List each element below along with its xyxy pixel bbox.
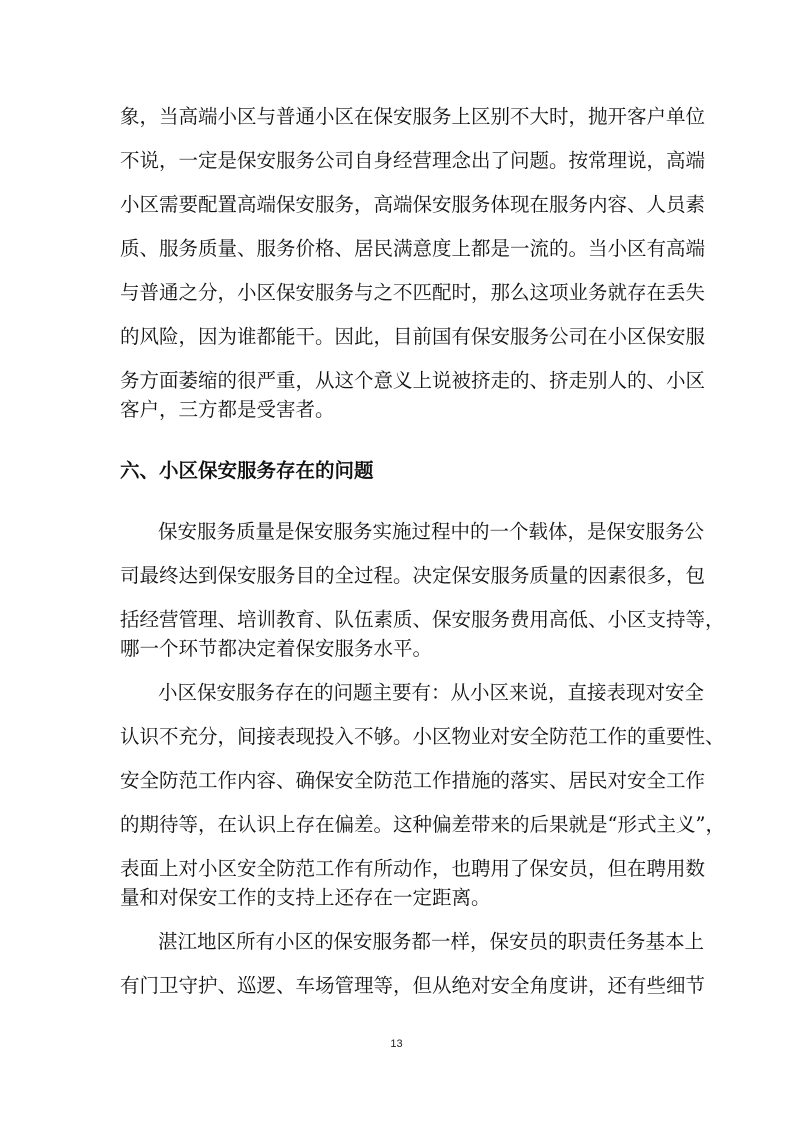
text-line: 括经营管理、培训教育、队伍素质、保安服务费用高低、小区支持等， bbox=[120, 608, 725, 631]
text-line: 量和对保安工作的支持上还存在一定距离。 bbox=[120, 886, 491, 909]
text-line: 与普通之分，小区保安服务与之不匹配时，那么这项业务就存在丢失 bbox=[120, 281, 706, 304]
text-line: 质、服务质量、服务价格、居民满意度上都是一流的。当小区有高端 bbox=[120, 237, 706, 260]
text-line: 哪一个环节都决定着保安服务水平。 bbox=[120, 637, 433, 660]
text-line: 保安服务质量是保安服务实施过程中的一个载体，是保安服务公 bbox=[158, 520, 705, 543]
page-number: 13 bbox=[390, 1038, 403, 1050]
text-line: 象，当高端小区与普通小区在保安服务上区别不大时，抛开客户单位 bbox=[120, 105, 706, 128]
text-line: 小区需要配置高端保安服务，高端保安服务体现在服务内容、人员素 bbox=[120, 193, 706, 216]
text-line: 的风险，因为谁都能干。因此，目前国有保安服务公司在小区保安服 bbox=[120, 325, 706, 348]
text-line: 认识不充分，间接表现投入不够。小区物业对安全防范工作的重要性、 bbox=[120, 725, 725, 748]
text-line: 司最终达到保安服务目的全过程。决定保安服务质量的因素很多，包 bbox=[120, 564, 706, 587]
text-line: 有门卫守护、巡逻、车场管理等，但从绝对安全角度讲，还有些细节 bbox=[120, 974, 706, 997]
text-line: 客户，三方都是受害者。 bbox=[120, 398, 335, 421]
text-line: 不说，一定是保安服务公司自身经营理念出了问题。按常理说，高端 bbox=[120, 149, 706, 172]
text-line: 湛江地区所有小区的保安服务都一样，保安员的职责任务基本上 bbox=[158, 930, 705, 953]
section-heading: 六、小区保安服务存在的问题 bbox=[120, 459, 374, 482]
text-line: 表面上对小区安全防范工作有所动作，也聘用了保安员，但在聘用数 bbox=[120, 857, 706, 880]
text-line: 的期待等，在认识上存在偏差。这种偏差带来的后果就是“形式主义”， bbox=[120, 813, 725, 836]
text-line: 安全防范工作内容、确保安全防范工作措施的落实、居民对安全工作 bbox=[120, 769, 706, 792]
text-line: 务方面萎缩的很严重，从这个意义上说被挤走的、挤走别人的、小区 bbox=[120, 369, 706, 392]
text-line: 小区保安服务存在的问题主要有：从小区来说，直接表现对安全 bbox=[158, 681, 705, 704]
